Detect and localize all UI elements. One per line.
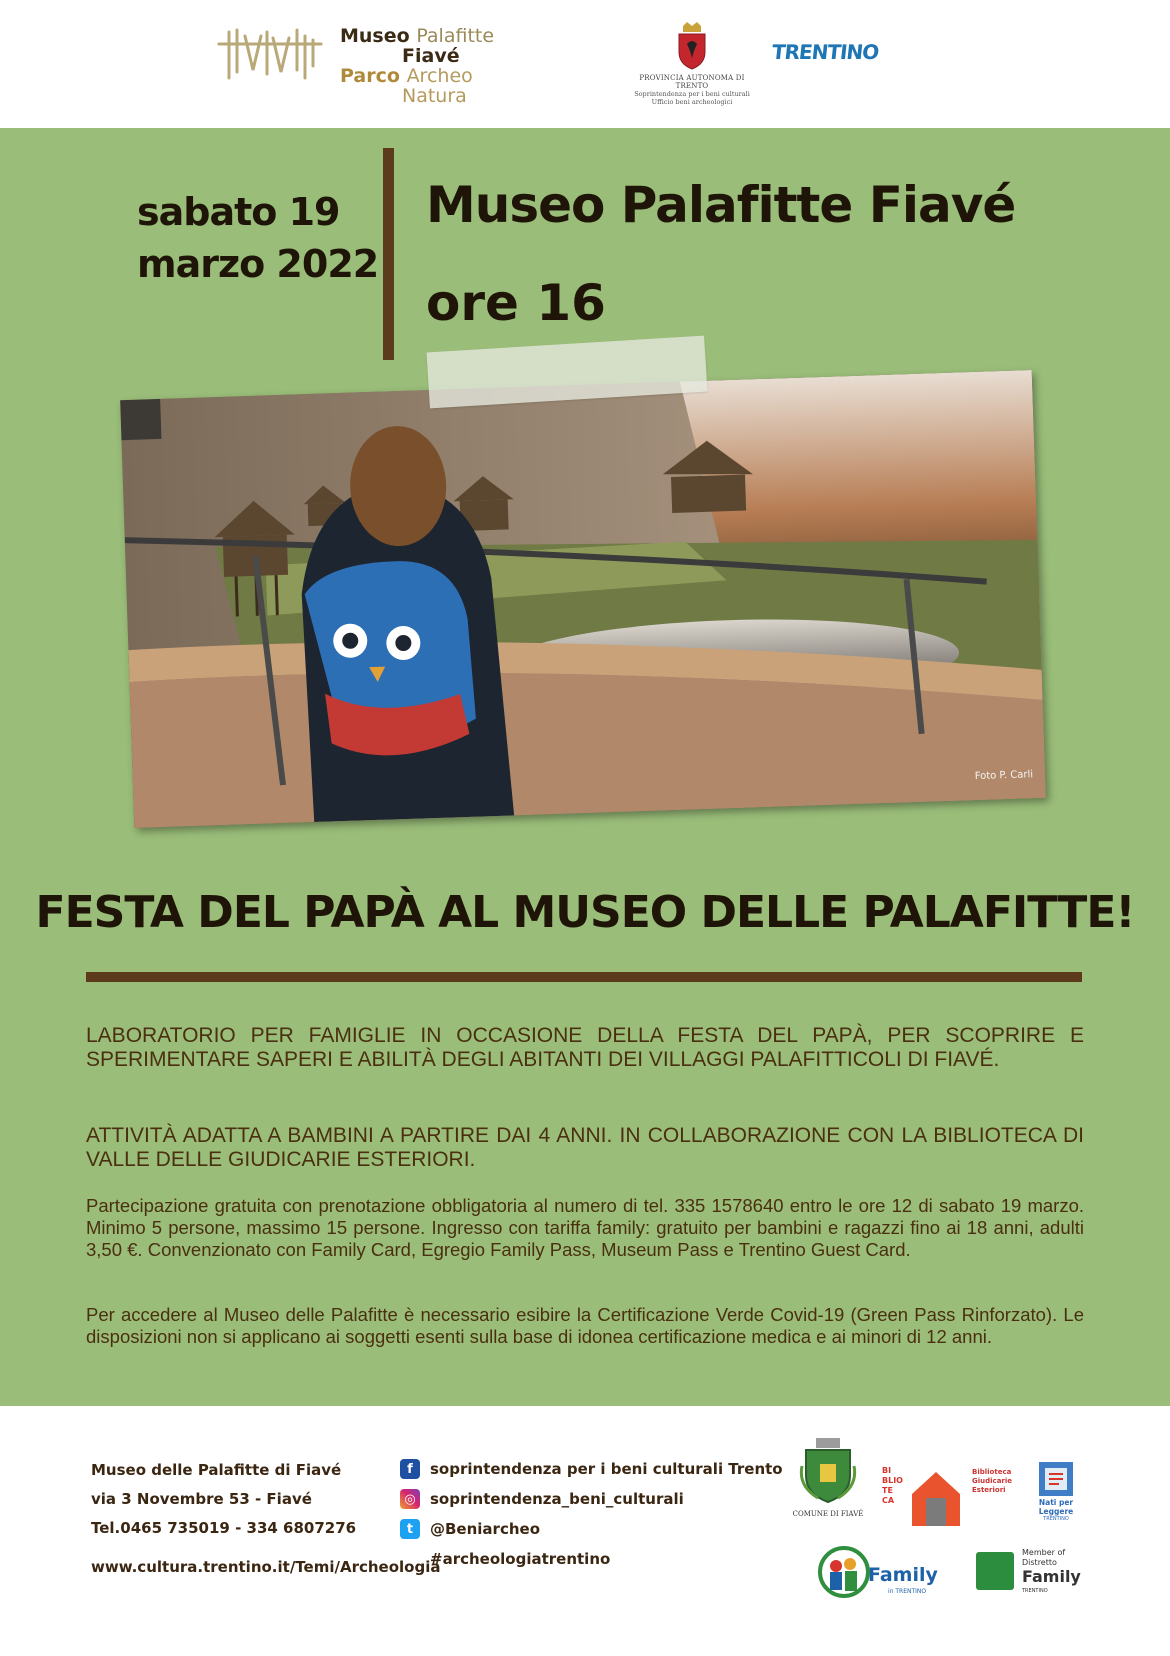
trentino-logo	[771, 40, 880, 64]
family-label: Family	[868, 1564, 938, 1586]
event-time: ore 16	[426, 274, 606, 332]
family-trentino-icon	[818, 1544, 870, 1600]
wordmark-natura: Natura	[402, 85, 467, 107]
event-headline: FESTA DEL PAPÀ AL MUSEO DELLE PALAFITTE!	[35, 887, 1135, 938]
province-office: Soprintendenza per i beni culturali	[634, 90, 750, 98]
twitter-label: @Beniarcheo	[430, 1520, 540, 1538]
covid-info-paragraph: Per accedere al Museo delle Palafitte è necessario esibire la Certificazione Verde Covid-19 (Green Pass Rinforzato). Le disposizioni non si applicano ai soggetti esenti sulla base di idonea certificazione medica e ai minori di 12 anni.	[86, 1304, 1084, 1347]
partner-logos	[780, 1426, 1100, 1646]
contact-phone: Tel.0465 735019 - 334 6807276	[91, 1519, 357, 1537]
social-links	[400, 1454, 783, 1574]
wordmark-archeo: Archeo	[406, 65, 473, 87]
hashtag-row	[400, 1544, 783, 1574]
distretto-family-icon	[976, 1552, 1014, 1590]
photo-credit: Foto P. Carli	[974, 769, 1034, 783]
province-name: PROVINCIA AUTONOMA DI TRENTO	[639, 74, 745, 90]
biblioteca-logo	[882, 1466, 1022, 1536]
distretto-big-label: Family	[1022, 1567, 1081, 1586]
family-trentino-logo	[818, 1544, 938, 1604]
facebook-icon: f	[400, 1459, 420, 1479]
twitter-icon: t	[400, 1519, 420, 1539]
contact-name: Museo delle Palafitte di Fiavé	[91, 1461, 342, 1479]
nati-per-leggere-label: Nati per Leggere	[1038, 1498, 1074, 1516]
description-paragraph-2: ATTIVITÀ ADATTA A BAMBINI A PARTIRE DAI 4 ANNI. IN COLLABORAZIONE CON LA BIBLIOTECA DI VALLE DELLE GIUDICARIE ESTERIORI.	[86, 1124, 1084, 1171]
biblioteca-name: Biblioteca Giudicarie Esteriori	[972, 1468, 1013, 1494]
photo-frame	[120, 370, 1046, 828]
comune-label: COMUNE DI FIAVÉ	[792, 1510, 864, 1518]
event-date-month: marzo 2022	[137, 242, 379, 286]
wordmark-palafitte: Palafitte	[416, 25, 495, 47]
museum-logo-icon	[215, 22, 325, 84]
family-sub-label: in TRENTINO	[888, 1588, 927, 1595]
description-paragraph-1: LABORATORIO PER FAMIGLIE IN OCCASIONE DELLA FESTA DEL PAPÀ, PER SCOPRIRE E SPERIMENTARE SAPERI E ABILITÀ DEGLI ABITANTI DEI VILLAGGI PALAFITTICOLI DI FIAVÉ.	[86, 1024, 1084, 1071]
contact-website-link[interactable]: www.cultura.trentino.it/Temi/Archeologia	[91, 1558, 441, 1576]
biblioteca-mark: BI BLIO TE CA	[882, 1466, 903, 1505]
event-photo	[120, 370, 1046, 828]
instagram-label: soprintendenza_beni_culturali	[430, 1490, 684, 1508]
footer	[0, 1406, 1170, 1656]
distretto-text	[1022, 1548, 1086, 1596]
facebook-link[interactable]	[400, 1454, 783, 1484]
distretto-small-label: Member of Distretto	[1022, 1548, 1066, 1567]
province-logo	[622, 22, 762, 106]
nati-per-leggere-logo	[1034, 1462, 1078, 1522]
wordmark-parco: Parco	[340, 65, 400, 87]
nati-sub-label: TRENTINO	[1043, 1516, 1069, 1522]
province-crest-icon	[675, 22, 709, 70]
biblioteca-house-icon	[910, 1468, 962, 1528]
contact-address: via 3 Novembre 53 - Fiavé	[91, 1490, 312, 1508]
hashtag-label: #archeologiatrentino	[430, 1550, 611, 1568]
event-venue: Museo Palafitte Fiavé	[426, 176, 1016, 234]
museum-wordmark	[340, 26, 494, 106]
contact-block	[91, 1456, 356, 1543]
distretto-family-logo	[976, 1548, 1086, 1594]
twitter-link[interactable]	[400, 1514, 783, 1544]
facebook-label: soprintendenza per i beni culturali Trento	[430, 1460, 783, 1478]
comune-crest-icon	[798, 1436, 858, 1504]
event-date-day: sabato 19	[137, 190, 340, 234]
title-divider	[383, 148, 394, 360]
province-unit: Ufficio beni archeologici	[651, 98, 733, 106]
instagram-link[interactable]	[400, 1484, 783, 1514]
trentino-logo-text: TRENTINO	[770, 40, 880, 64]
wordmark-museo: Museo	[340, 25, 410, 47]
instagram-icon: ◎	[400, 1489, 420, 1509]
headline-rule	[86, 972, 1082, 982]
museum-diorama-illustration	[120, 370, 1046, 828]
comune-logo	[790, 1436, 866, 1518]
booking-info-paragraph: Partecipazione gratuita con prenotazione obbligatoria al numero di tel. 335 1578640 entro le ore 12 di sabato 19 marzo. Minimo 5 persone, massimo 15 persone. Ingresso con tariffa family: gratuito per bambini e ragazzi fino ai 18 anni, adulti 3,50 €. Convenzionato con Family Card, Egregio Family Pass, Museum Pass e Trentino Guest Card.	[86, 1195, 1084, 1260]
event-date	[137, 186, 378, 290]
wordmark-fiave: Fiavé	[402, 45, 460, 67]
distretto-sub-label: TRENTINO	[1022, 1588, 1048, 1594]
nati-per-leggere-icon	[1039, 1462, 1073, 1496]
header	[0, 0, 1170, 128]
